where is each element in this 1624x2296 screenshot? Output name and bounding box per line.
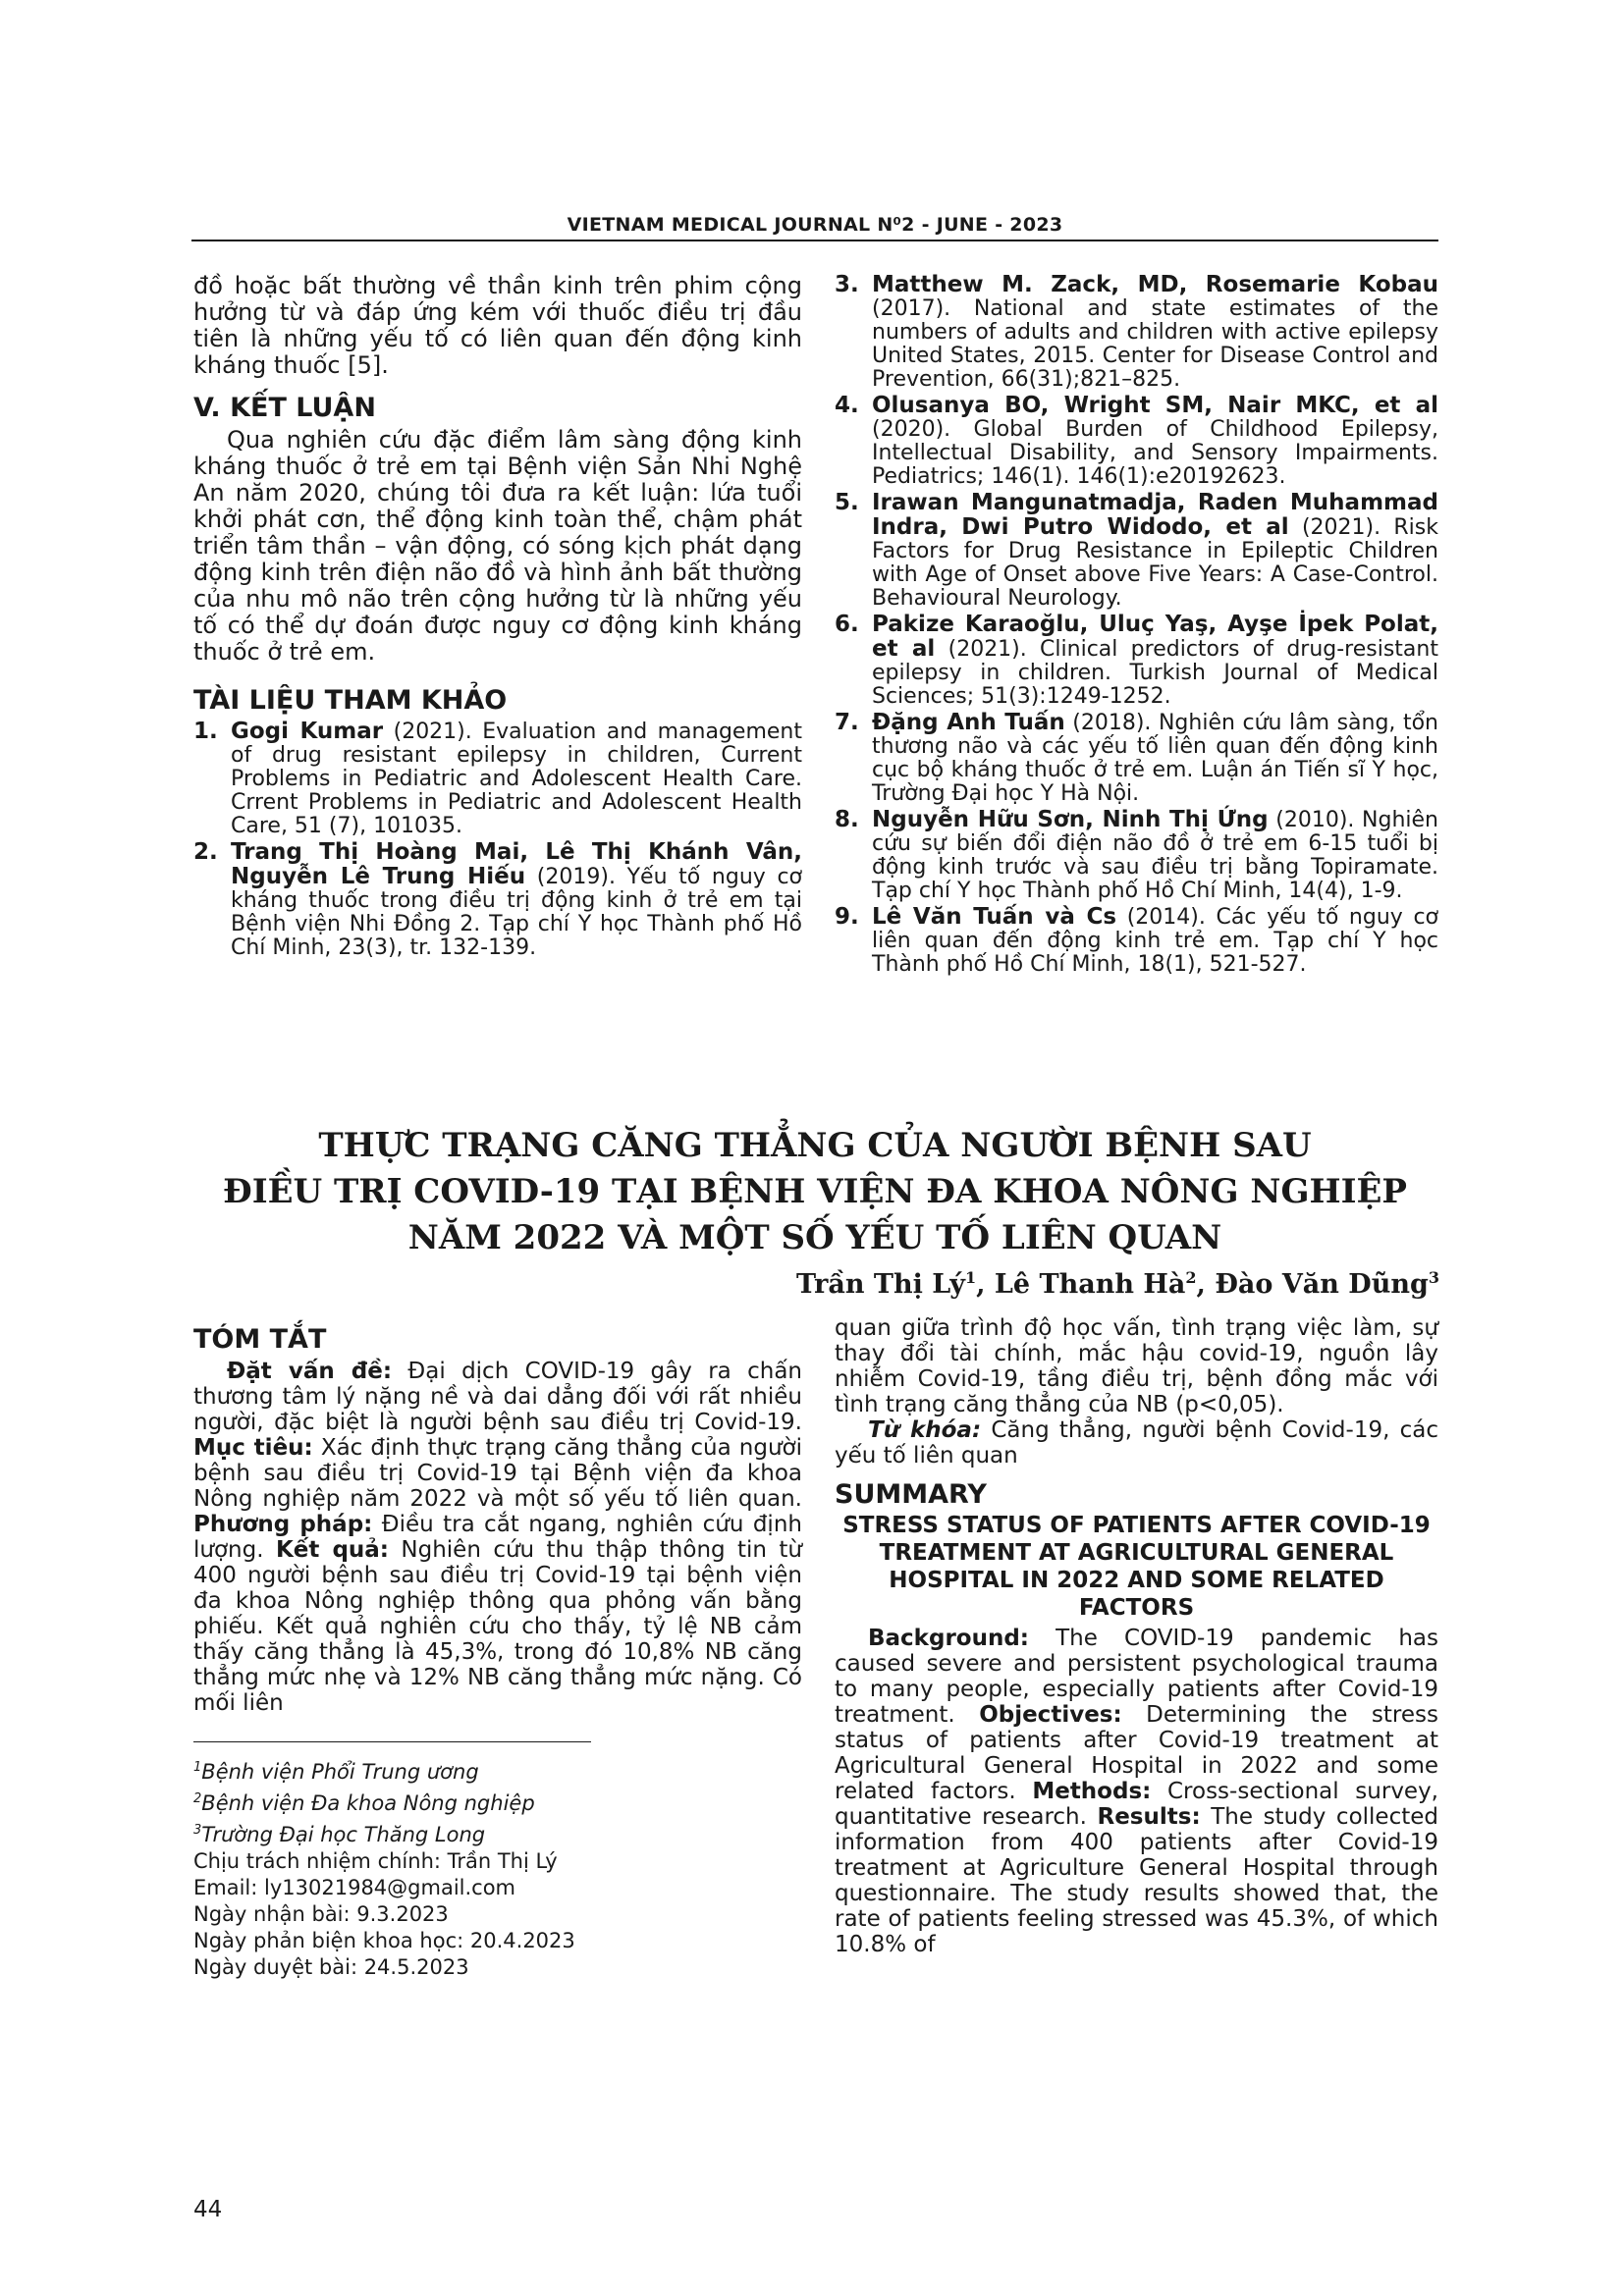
conclusion-text: Qua nghiên cứu đặc điểm lâm sàng động kinh kháng thuốc ở trẻ em tại Bệnh viện Sản Nhi Nghệ An năm 2020, chúng tôi đưa ra kết luận: lứa tuổi khởi phát cơn, thể động kinh toàn thể, chậm phát triển tâm thần – vận động, có sóng kịch phát dạng động kinh trên điện não đồ và hình ảnh bất thường của nhu mô não trên cộng hưởng từ là những yếu tố có thể dự đoán được nguy cơ động kinh kháng thuốc ở trẻ em. [193, 426, 802, 666]
reference-item [835, 394, 1438, 489]
affiliation-text: Bệnh viện Phổi Trung ương [201, 1760, 479, 1784]
author-separator: , [976, 1269, 995, 1300]
label-objectives-en: Objectives: [979, 1702, 1122, 1728]
keywords-text: Căng thẳng, người bệnh Covid-19, các yếu tố liên quan [835, 1417, 1438, 1468]
abstract-right-column [835, 1315, 1438, 1957]
journal-header: VIETNAM MEDICAL JOURNAL N⁰2 - JUNE - 2023 [567, 214, 1063, 236]
reference-authors: Pakize Karaoğlu, Uluç Yaş, Ayşe İpek Polat, et al [872, 612, 1438, 662]
reference-body [231, 840, 802, 960]
accepted-date: Ngày duyệt bài: 24.5.2023 [193, 1955, 469, 1979]
author-name: Lê Thanh Hà [994, 1269, 1186, 1300]
reference-authors: Trang Thị Hoàng Mai, Lê Thị Khánh Vân, Nguyễn Lê Trung Hiếu [231, 839, 802, 889]
author-affiliation-mark: 2 [1185, 1268, 1197, 1287]
reference-body [872, 905, 1438, 977]
reference-item [835, 491, 1438, 611]
abstract-vi-text [193, 1359, 802, 1716]
reference-number: 6. [835, 612, 859, 637]
page-number: 44 [193, 2197, 223, 2222]
reference-item [193, 840, 802, 960]
affiliation-3: $^3$Trường Đại học Thăng Long [193, 1823, 486, 1846]
label-objectives: Mục tiêu: [193, 1435, 313, 1461]
reference-text: (2021). Clinical predictors of drug-resistant epilepsy in children. Turkish Journal of Medical Sciences; 51(3):1249-1252. [872, 637, 1438, 709]
reference-authors: Đặng Anh Tuấn [872, 710, 1065, 735]
label-background-en: Background: [868, 1626, 1029, 1651]
reference-body [872, 808, 1438, 903]
received-date: Ngày nhận bài: 9.3.2023 [193, 1902, 449, 1926]
abstract-heading: TÓM TẮT [193, 1324, 327, 1355]
affiliation-text: Trường Đại học Thăng Long [201, 1823, 486, 1846]
affiliation-text: Bệnh viện Đa khoa Nông nghiệp [201, 1791, 535, 1815]
author-affiliation-mark: 1 [964, 1268, 977, 1287]
reference-body [872, 273, 1438, 392]
reference-text: (2021). Evaluation and management of drug resistant epilepsy in children, Current Problems in Pediatric and Adolescent Health Care. Crrent Problems in Pediatric and Adolescent Health Care, 51 (7), 101035. [231, 720, 803, 838]
affiliation-2: $^2$Bệnh viện Đa khoa Nông nghiệp [193, 1791, 535, 1815]
title-line: THỰC TRẠNG CĂNG THẲNG CỦA NGƯỜI BỆNH SAU [318, 1126, 1312, 1165]
responsible-author: Chịu trách nhiệm chính: Trần Thị Lý [193, 1849, 558, 1873]
reference-text: (2018). Nghiên cứu lâm sàng, tổn thương não và các yếu tố liên quan đến động kinh cục bộ kháng thuốc ở trẻ em. Luận án Tiến sĩ Y học, Trường Đại học Y Hà Nội. [872, 711, 1438, 806]
footnote-rule [193, 1741, 591, 1742]
text-methods: Điều tra cắt ngang, nghiên cứu định lượng. [193, 1512, 802, 1563]
authors-line [796, 1268, 1439, 1300]
conclusion-heading: V. KẾT LUẬN [193, 393, 376, 423]
abstract-vi-continuation: quan giữa trình độ học vấn, tình trạng việc làm, sự thay đổi tài chính, mắc hậu covid-19, nguồn lây nhiễm Covid-19, tầng điều trị, bệnh đồng mắc với tình trạng căng thẳng của NB (p<0,05). [835, 1315, 1438, 1417]
reference-authors: Olusanya BO, Wright SM, Nair MKC, et al [872, 393, 1438, 418]
reference-text: (2021). Risk Factors for Drug Resistance in Epileptic Children with Age of Onset above Five Years: A Case-Control. Behavioural Neurology. [872, 515, 1438, 611]
author-name: Đào Văn Dũng [1215, 1269, 1429, 1300]
affiliation-1: $^1$Bệnh viện Phổi Trung ương [193, 1760, 479, 1784]
reference-authors: Gogi Kumar [231, 719, 384, 744]
reference-number: 5. [835, 490, 859, 515]
reference-item [835, 711, 1438, 806]
text-objectives: Xác định thực trạng căng thẳng của người bệnh sau điều trị Covid-19 tại Bệnh viện đa khoa Nông nghiệp năm 2022 và một số yếu tố liên quan. [193, 1435, 802, 1512]
reference-text: (2010). Nghiên cứu sự biến đổi điện não đồ ở trẻ em 6-15 tuổi bị động kinh trước và sau điều trị bằng Topiramate. Tạp chí Y học Thành phố Hồ Chí Minh, 14(4), 1-9. [872, 808, 1439, 903]
reference-body [231, 720, 802, 838]
text-background-en: The COVID-19 pandemic has caused severe and persistent psychological trauma to many people, especially patients after Covid-19 treatment. [835, 1626, 1438, 1728]
references-list-left [193, 720, 802, 960]
header-rule [191, 240, 1438, 241]
keywords [835, 1417, 1438, 1468]
reference-text: (2017). National and state estimates of the numbers of adults and children with active epilepsy United States, 2015. Center for Disease Control and Prevention, 66(31);821–825. [872, 296, 1438, 392]
reference-authors: Lê Văn Tuấn và Cs [872, 904, 1117, 930]
left-column-top [193, 273, 802, 962]
reference-number: 9. [835, 904, 859, 930]
reference-number: 7. [835, 710, 859, 735]
label-methods-en: Methods: [1032, 1779, 1152, 1804]
author-affiliation-mark: 3 [1428, 1268, 1439, 1287]
right-column-top [835, 273, 1438, 979]
footnotes [193, 1754, 783, 1981]
reference-authors: Matthew M. Zack, MD, Rosemarie Kobau [872, 272, 1438, 297]
text-methods-en: Cross-sectional survey, quantitative research. [835, 1779, 1438, 1830]
reference-number: 4. [835, 393, 859, 418]
text-results-en: The study collected information from 400 patients after Covid-19 treatment at Agriculture General Hospital through questionnaire. The study results showed that, the rate of patients feeling stressed was 45.3%, of which 10.8% of [835, 1804, 1438, 1957]
email-line: Email: ly13021984@gmail.com [193, 1876, 516, 1899]
title-line: NĂM 2022 VÀ MỘT SỐ YẾU TỐ LIÊN QUAN [407, 1218, 1222, 1257]
reference-text: (2014). Các yếu tố nguy cơ liên quan đến động kinh trẻ em. Tạp chí Y học Thành phố Hồ Chí Minh, 18(1), 521-527. [872, 905, 1438, 977]
reference-text: (2019). Yếu tố nguy cơ kháng thuốc trong điều trị động kinh ở trẻ em tại Bệnh viện Nhi Đồng 2. Tạp chí Y học Thành phố Hồ Chí Minh, 23(3), tr. 132-139. [231, 865, 802, 960]
references-heading: TÀI LIỆU THAM KHẢO [193, 685, 508, 716]
reference-item [835, 905, 1438, 977]
reference-number: 8. [835, 807, 859, 832]
continuation-text: đồ hoặc bất thường về thần kinh trên phim cộng hưởng từ và đáp ứng kém với thuốc điều trị đầu tiên là những yếu tố có liên quan đến động kinh kháng thuốc [5]. [193, 272, 802, 379]
label-background: Đặt vấn đề: [227, 1359, 393, 1384]
reference-item [193, 720, 802, 838]
reference-number: 1. [193, 719, 218, 744]
reference-body [872, 491, 1438, 611]
label-methods: Phương pháp: [193, 1512, 373, 1537]
abstract-vi [193, 1315, 802, 1716]
reference-text: (2020). Global Burden of Childhood Epilepsy, Intellectual Disability, and Sensory Impairments. Pediatrics; 146(1). 146(1):e20192623. [872, 417, 1438, 489]
author-separator: , [1196, 1269, 1216, 1300]
summary-title: STRESS STATUS OF PATIENTS AFTER COVID-19 TREATMENT AT AGRICULTURAL GENERAL HOSPITAL IN 2022 AND SOME RELATED FACTORS [842, 1513, 1431, 1621]
reference-body [872, 613, 1438, 709]
text-background: Đại dịch COVID-19 gây ra chấn thương tâm lý nặng nề và dai dẳng đối với rất nhiều người, đặc biệt là người bệnh sau điều trị Covid-19. [193, 1359, 803, 1435]
text-objectives-en: Determining the stress status of patients after Covid-19 treatment at Agricultural General Hospital in 2022 and some related factors. [835, 1702, 1438, 1804]
reference-number: 2. [193, 839, 218, 865]
label-results-en: Results: [1097, 1804, 1201, 1830]
reference-item [835, 273, 1438, 392]
reviewed-date: Ngày phản biện khoa học: 20.4.2023 [193, 1929, 575, 1952]
text-results: Nghiên cứu thu thập thông tin từ 400 người bệnh sau điều trị Covid-19 tại bệnh viện đa khoa Nông nghiệp thông qua phỏng vấn bằng phiếu. Kết quả nghiên cứu cho thấy, tỷ lệ NB cảm thấy căng thẳng là 45,3%, trong đó 10,8% NB căng thẳng mức nhẹ và 12% NB căng thẳng mức nặng. Có mối liên [193, 1537, 802, 1716]
author-name: Trần Thị Lý [796, 1269, 965, 1300]
label-results: Kết quả: [275, 1537, 390, 1563]
reference-item [835, 808, 1438, 903]
reference-body [872, 711, 1438, 806]
article-title [191, 1123, 1438, 1261]
keywords-label: Từ khóa: [868, 1417, 982, 1443]
reference-number: 3. [835, 272, 859, 297]
summary-heading: SUMMARY [835, 1479, 987, 1510]
summary-text [835, 1626, 1438, 1957]
reference-item [835, 613, 1438, 709]
reference-authors: Nguyễn Hữu Sơn, Ninh Thị Ứng [872, 807, 1269, 832]
title-line: ĐIỀU TRỊ COVID-19 TẠI BỆNH VIỆN ĐA KHOA NÔNG NGHIỆP [222, 1172, 1407, 1211]
reference-body [872, 394, 1438, 489]
references-list-right [835, 273, 1438, 977]
reference-authors: Irawan Mangunatmadja, Raden Muhammad Indra, Dwi Putro Widodo, et al [872, 490, 1438, 540]
